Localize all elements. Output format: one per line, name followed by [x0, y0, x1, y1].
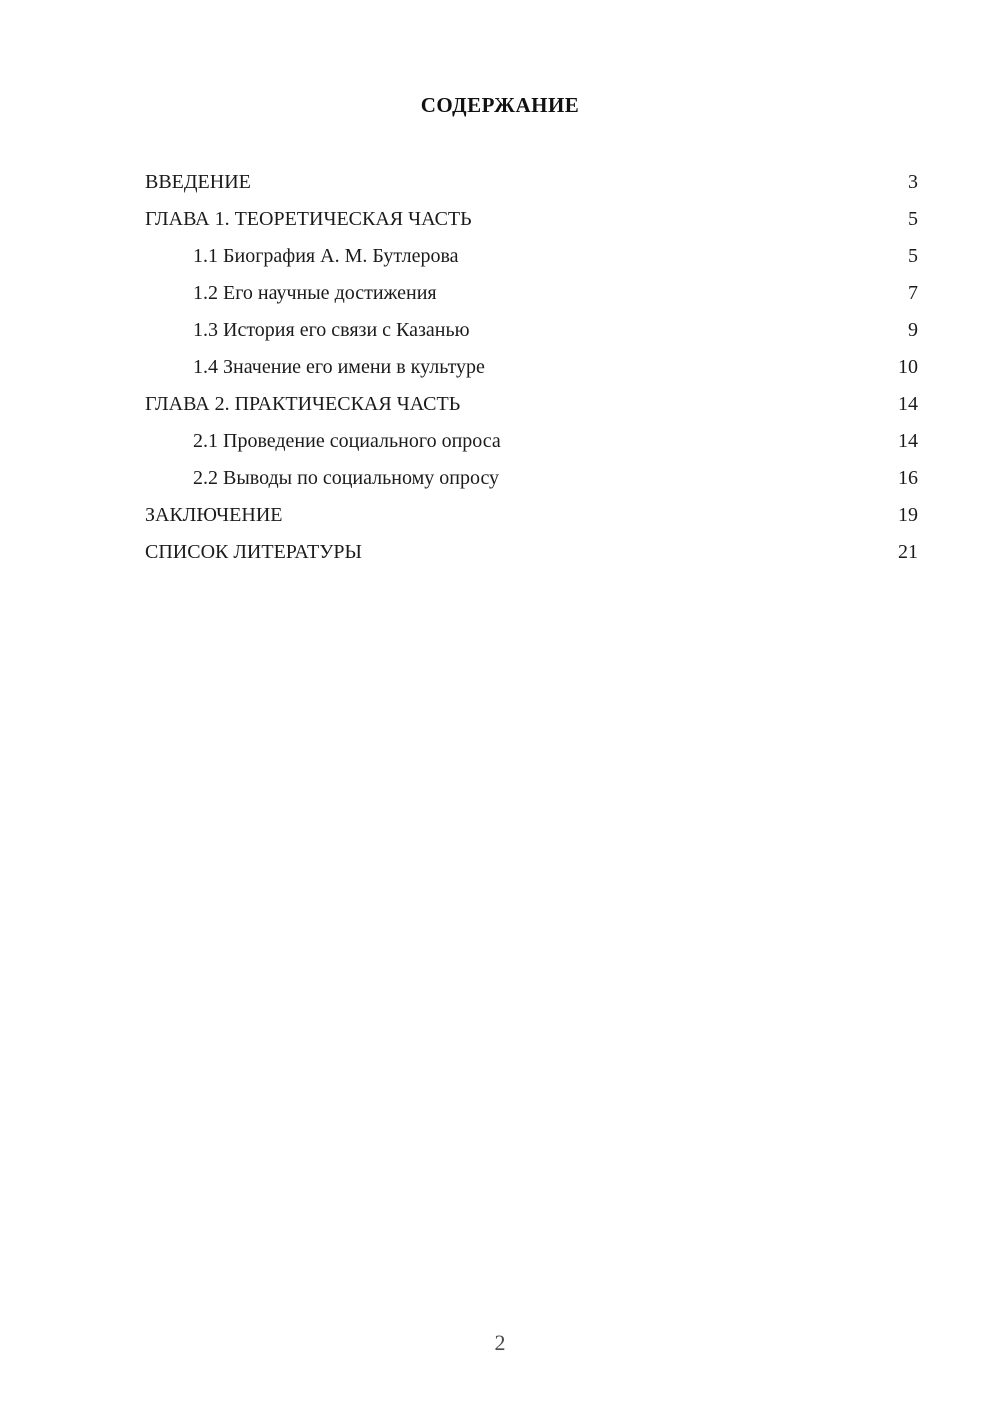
toc-entry-page-number: 14	[898, 393, 918, 415]
toc-entry-page-number: 19	[898, 504, 918, 526]
toc-entry	[145, 312, 918, 349]
toc-entry	[145, 534, 918, 571]
table-of-contents	[145, 164, 918, 571]
toc-entry-page-number: 14	[898, 430, 918, 452]
toc-entry-label: 1.1 Биография А. М. Бутлерова	[193, 245, 459, 267]
toc-entry-page-number: 16	[898, 467, 918, 489]
toc-entry	[145, 201, 918, 238]
toc-entry-label: 2.1 Проведение социального опроса	[193, 430, 501, 452]
toc-entry	[145, 423, 918, 460]
toc-entry-page-number: 7	[908, 282, 918, 304]
toc-entry-label: ЗАКЛЮЧЕНИЕ	[145, 504, 283, 526]
toc-entry-label: 1.4 Значение его имени в культуре	[193, 356, 485, 378]
toc-entry	[145, 386, 918, 423]
toc-entry-page-number: 21	[898, 541, 918, 563]
toc-entry-page-number: 10	[898, 356, 918, 378]
toc-entry-label: ВВЕДЕНИЕ	[145, 171, 251, 193]
toc-entry-label: 1.2 Его научные достижения	[193, 282, 437, 304]
toc-entry-page-number: 3	[908, 171, 918, 193]
footer-page-number: 2	[494, 1330, 506, 1355]
toc-entry-label: 1.3 История его связи с Казанью	[193, 319, 470, 341]
toc-entry-label: ГЛАВА 1. ТЕОРЕТИЧЕСКАЯ ЧАСТЬ	[145, 208, 472, 230]
toc-entry-page-number: 5	[908, 208, 918, 230]
toc-entry	[145, 349, 918, 386]
toc-entry	[145, 497, 918, 534]
toc-entry-label: 2.2 Выводы по социальному опросу	[193, 467, 500, 489]
toc-entry	[145, 275, 918, 312]
toc-entry-label: СПИСОК ЛИТЕРАТУРЫ	[145, 541, 362, 563]
toc-entry-page-number: 5	[908, 245, 918, 267]
toc-entry	[145, 164, 918, 201]
toc-entry	[145, 238, 918, 275]
toc-entry-label: ГЛАВА 2. ПРАКТИЧЕСКАЯ ЧАСТЬ	[145, 393, 461, 415]
toc-entry	[145, 460, 918, 497]
toc-entry-page-number: 9	[908, 319, 918, 341]
page-title: СОДЕРЖАНИЕ	[420, 93, 580, 117]
